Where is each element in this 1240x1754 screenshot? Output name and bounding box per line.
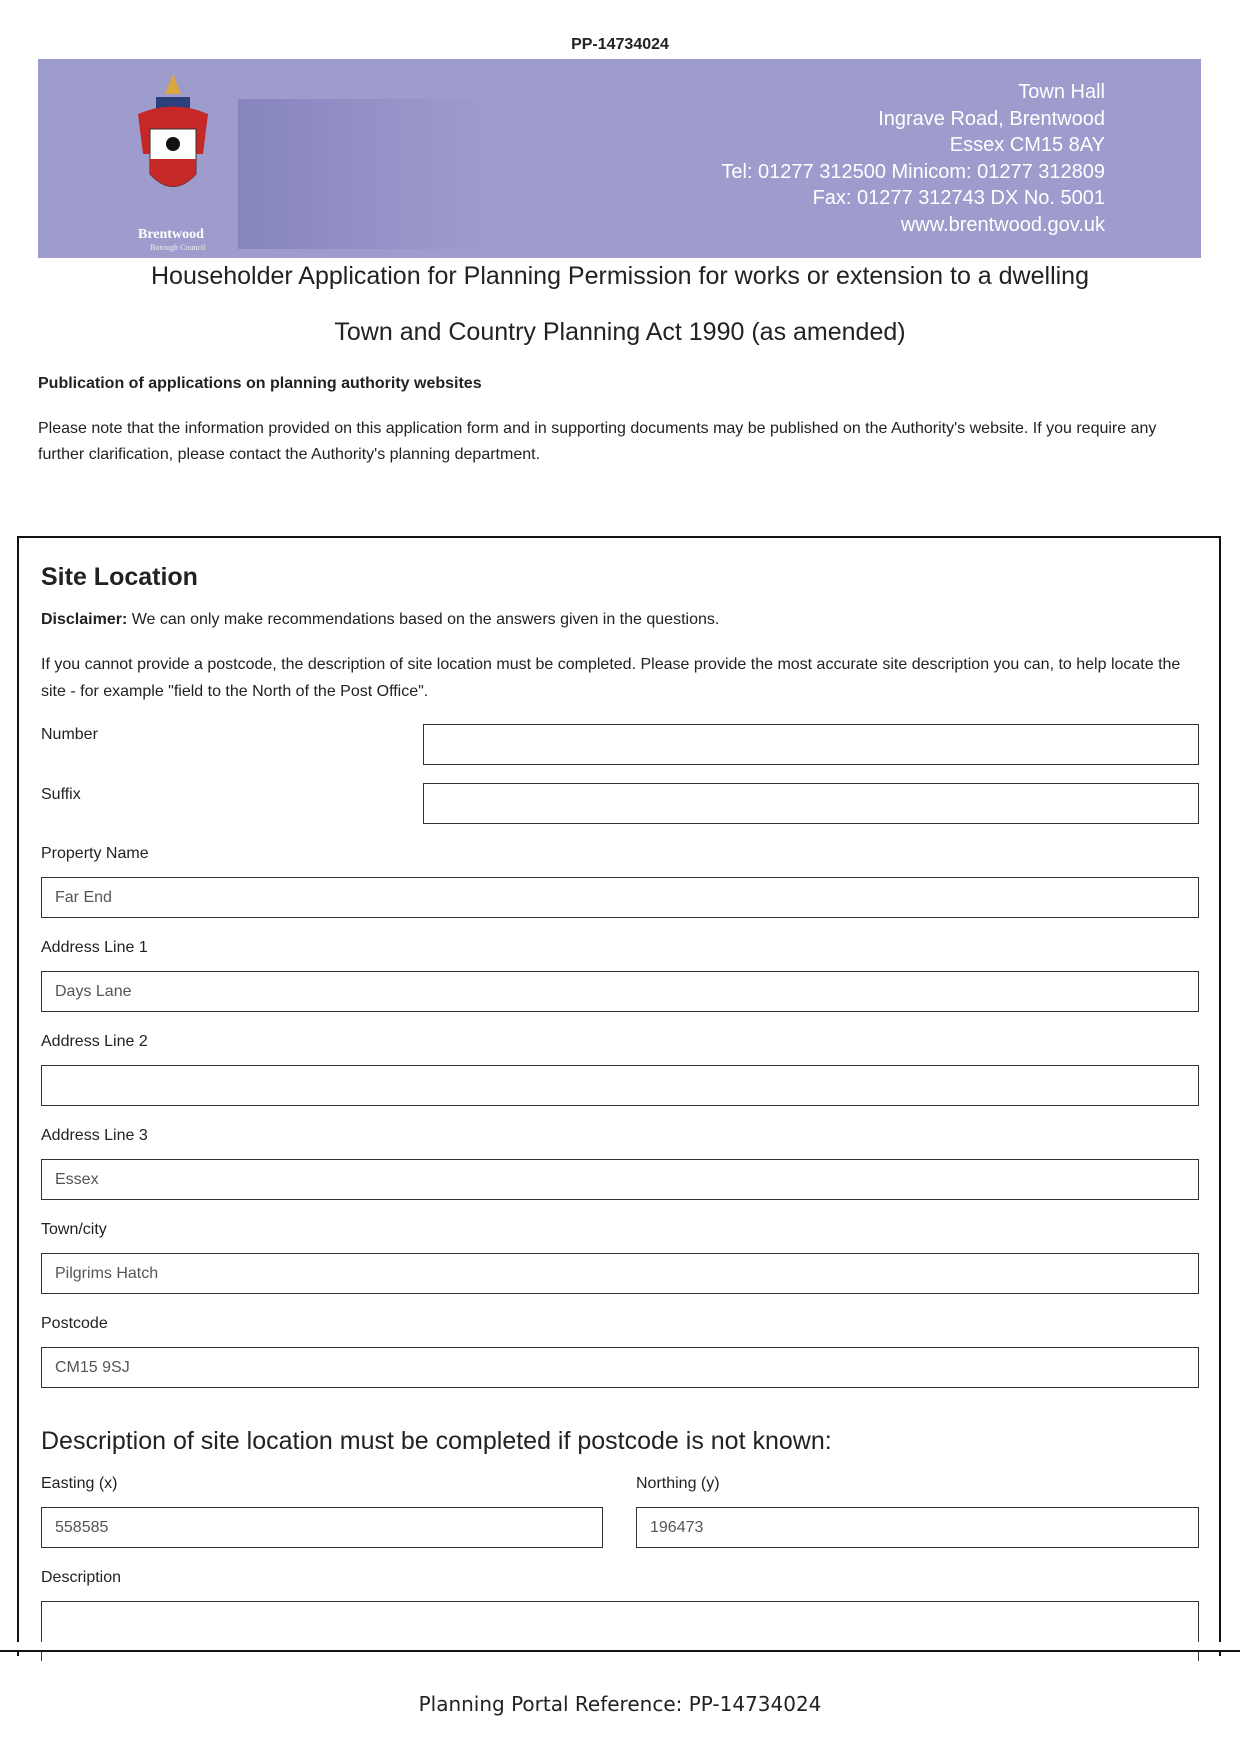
town-label: Town/city bbox=[41, 1221, 107, 1238]
publication-heading: Publication of applications on planning authority websites bbox=[38, 375, 482, 392]
council-banner bbox=[38, 59, 1201, 258]
address-line-2-input[interactable] bbox=[41, 1065, 1199, 1106]
number-input[interactable] bbox=[423, 724, 1199, 765]
address-line-3-label: Address Line 3 bbox=[41, 1127, 148, 1144]
easting-label: Easting (x) bbox=[41, 1475, 118, 1492]
reference-header: PP-14734024 bbox=[571, 36, 669, 53]
address-line-1-input[interactable]: Days Lane bbox=[41, 971, 1199, 1012]
council-name: Brentwood bbox=[138, 227, 204, 242]
form-subtitle: Town and Country Planning Act 1990 (as amended) bbox=[334, 318, 906, 346]
address-line-3-input[interactable]: Essex bbox=[41, 1159, 1199, 1200]
address-line: Town Hall bbox=[1018, 81, 1105, 103]
disclaimer bbox=[41, 611, 719, 629]
property-name-label: Property Name bbox=[41, 845, 149, 862]
disclaimer-label: Disclaimer: bbox=[41, 611, 128, 628]
description-label: Description bbox=[41, 1569, 122, 1586]
phone-line: Tel: 01277 312500 Minicom: 01277 312809 bbox=[721, 160, 1105, 183]
town-input[interactable]: Pilgrims Hatch bbox=[41, 1253, 1199, 1294]
website-line: www.brentwood.gov.uk bbox=[900, 213, 1105, 236]
site-intro: If you cannot provide a postcode, the description of site location must be completed. Please provide the most accurate site description you can, to help locate the site - for example "field to the North of the Post Office". bbox=[41, 656, 1181, 700]
town-hall-image bbox=[238, 99, 488, 249]
postcode-label: Postcode bbox=[41, 1315, 108, 1332]
page-cut bbox=[0, 1642, 1240, 1650]
coat-of-arms-logo bbox=[128, 69, 218, 219]
section-heading: Site Location bbox=[41, 563, 198, 591]
form-title: Householder Application for Planning Permission for works or extension to a dwelling bbox=[150, 262, 1089, 290]
publication-text: Please note that the information provided on this application form and in supporting documents may be published on the Authority's website. If you require any further clarification, please contact the Authority's planning department. bbox=[38, 420, 1157, 463]
fax-line: Fax: 01277 312743 DX No. 5001 bbox=[812, 187, 1105, 209]
footer-divider bbox=[0, 1650, 1240, 1652]
suffix-label: Suffix bbox=[41, 786, 81, 803]
address-line-1-label: Address Line 1 bbox=[41, 939, 148, 956]
suffix-input[interactable] bbox=[423, 783, 1199, 824]
number-label: Number bbox=[41, 726, 98, 743]
footer-reference: Planning Portal Reference: PP-14734024 bbox=[418, 1692, 822, 1716]
address-line-2-label: Address Line 2 bbox=[41, 1033, 148, 1050]
address-line: Ingrave Road, Brentwood bbox=[878, 107, 1105, 130]
council-address bbox=[721, 79, 1105, 238]
northing-input[interactable]: 196473 bbox=[636, 1507, 1199, 1548]
description-textarea[interactable] bbox=[41, 1601, 1199, 1661]
northing-label: Northing (y) bbox=[636, 1475, 720, 1492]
disclaimer-text: We can only make recommendations based on the answers given in the questions. bbox=[127, 611, 720, 628]
description-heading: Description of site location must be completed if postcode is not known: bbox=[41, 1427, 832, 1455]
postcode-input[interactable]: CM15 9SJ bbox=[41, 1347, 1199, 1388]
address-line: Essex CM15 8AY bbox=[949, 134, 1105, 156]
council-subname: Borough Council bbox=[150, 243, 206, 252]
easting-input[interactable]: 558585 bbox=[41, 1507, 603, 1548]
property-name-input[interactable]: Far End bbox=[41, 877, 1199, 918]
